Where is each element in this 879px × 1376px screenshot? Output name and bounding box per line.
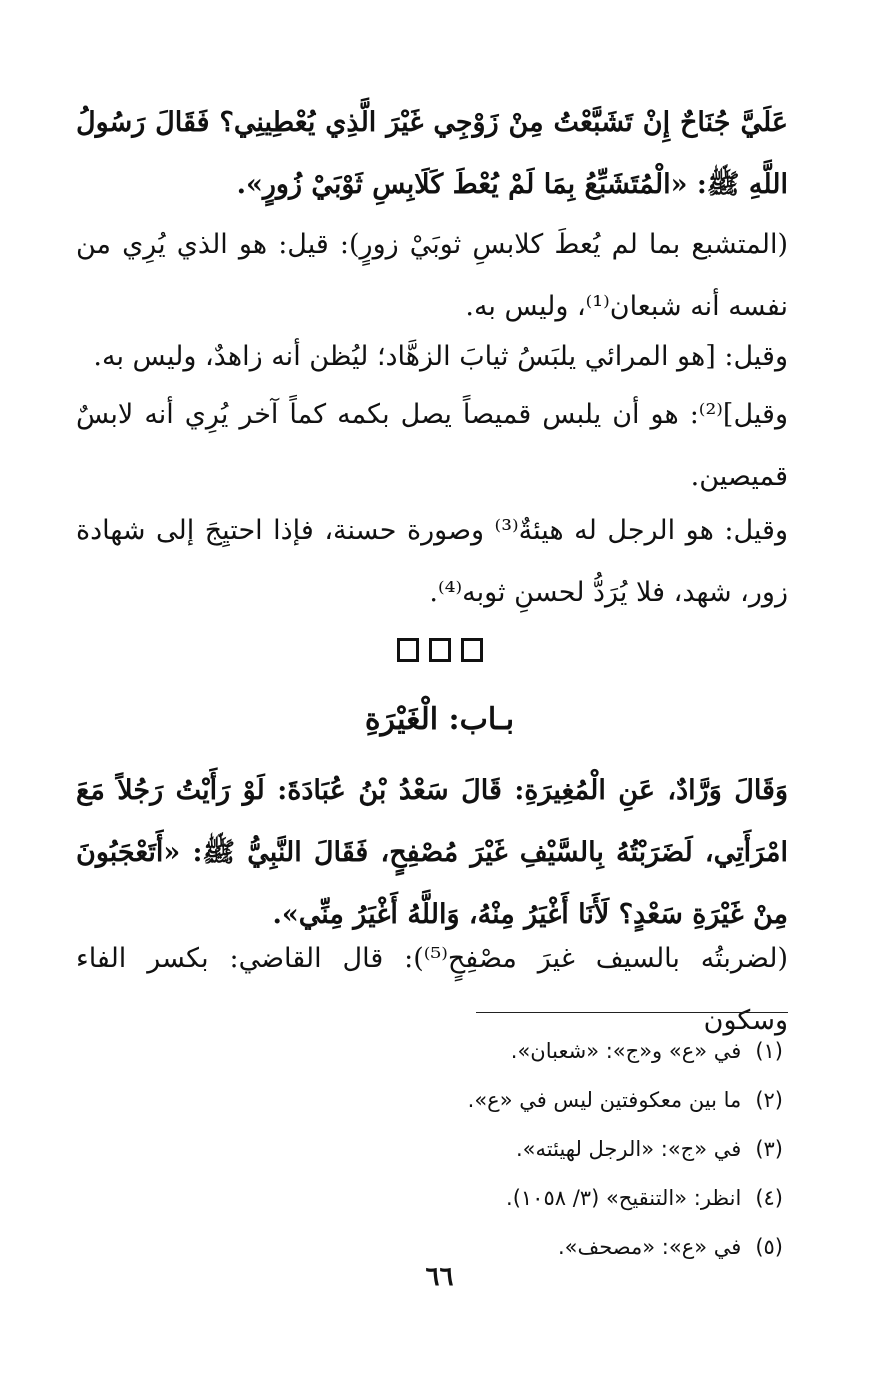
commentary-paragraph: وقيل: [هو المرائي يلبَسُ ثيابَ الزهَّاد؛ ليُظن أنه زاهدٌ، وليس به. <box>93 341 788 372</box>
footnote-number: (٤) <box>755 1186 783 1210</box>
footnote-text: انظر: «التنقيح» (٣/ ١٠٥٨). <box>506 1186 742 1210</box>
square-ornament-icon <box>461 638 483 662</box>
commentary-paragraph: وقيل: هو الرجل له هيئةٌ⁽³⁾ وصورة حسنة، فإذا احتيِجَ إلى شهادة زور، شهد، فلا يُرَدُّ لحسنِ ثوبه⁽⁴⁾. <box>76 515 788 608</box>
footnote-item <box>468 1027 783 1076</box>
commentary-paragraph: (لضربتُه بالسيف غيرَ مصْفِحٍ⁽⁵⁾): قال القاضي: بكسر الفاء وسكون <box>76 943 788 1036</box>
footnote-number: (٥) <box>755 1235 783 1259</box>
chapter-heading: بـاب: الْغَيْرَةِ <box>364 702 515 737</box>
footnote-number: (١) <box>755 1039 783 1063</box>
section-separator <box>397 638 483 662</box>
footnote-item <box>468 1174 783 1223</box>
footnote-divider <box>476 1012 788 1013</box>
footnote-text: ما بين معكوفتين ليس في «ع». <box>467 1088 742 1112</box>
commentary-paragraph: (المتشبع بما لم يُعطَ كلابسِ ثوبَيْ زورٍ): قيل: هو الذي يُرِي من نفسه أنه شبعان⁽¹⁾، وليس به. <box>76 229 788 322</box>
page-number: ٦٦ <box>425 1262 454 1292</box>
footnotes <box>468 1027 783 1272</box>
footnote-text: في «ج»: «الرجل لهيئته». <box>515 1137 742 1161</box>
commentary-paragraph: وقيل]⁽²⁾: هو أن يلبس قميصاً يصل بكمه كماً آخر يُرِي أنه لابسٌ قميصين. <box>76 399 788 492</box>
hadith-paragraph: عَلَيَّ جُنَاحٌ إِنْ تَشَبَّعْتُ مِنْ زَوْجِي غَيْرَ الَّذِي يُعْطِينِي؟ فَقَالَ رَسُولُ اللَّهِ ﷺ: «الْمُتَشَبِّعُ بِمَا لَمْ يُعْطَ كَلَابِسِ ثَوْبَيْ زُورٍ». <box>76 107 788 200</box>
footnote-number: (٣) <box>755 1137 783 1161</box>
square-ornament-icon <box>397 638 419 662</box>
footnote-item <box>468 1076 783 1125</box>
hadith-paragraph: وَقَالَ وَرَّادٌ، عَنِ الْمُغِيرَةِ: قَالَ سَعْدُ بْنُ عُبَادَةَ: لَوْ رَأَيْتُ رَجُلاً مَعَ امْرَأَتِي، لَضَرَبْتُهُ بِالسَّيْفِ غَيْرَ مُصْفِحٍ، فَقَالَ النَّبِيُّ ﷺ: «أَتَعْجَبُونَ مِنْ غَيْرَةِ سَعْدٍ؟ لَأَنَا أَغْيَرُ مِنْهُ، وَاللَّهُ أَغْيَرُ مِنِّي». <box>76 775 788 930</box>
footnote-item <box>468 1125 783 1174</box>
footnote-text: في «ع» و«ج»: «شعبان». <box>510 1039 742 1063</box>
square-ornament-icon <box>429 638 451 662</box>
footnote-number: (٢) <box>755 1088 783 1112</box>
footnote-text: في «ع»: «مصحف». <box>557 1235 742 1259</box>
